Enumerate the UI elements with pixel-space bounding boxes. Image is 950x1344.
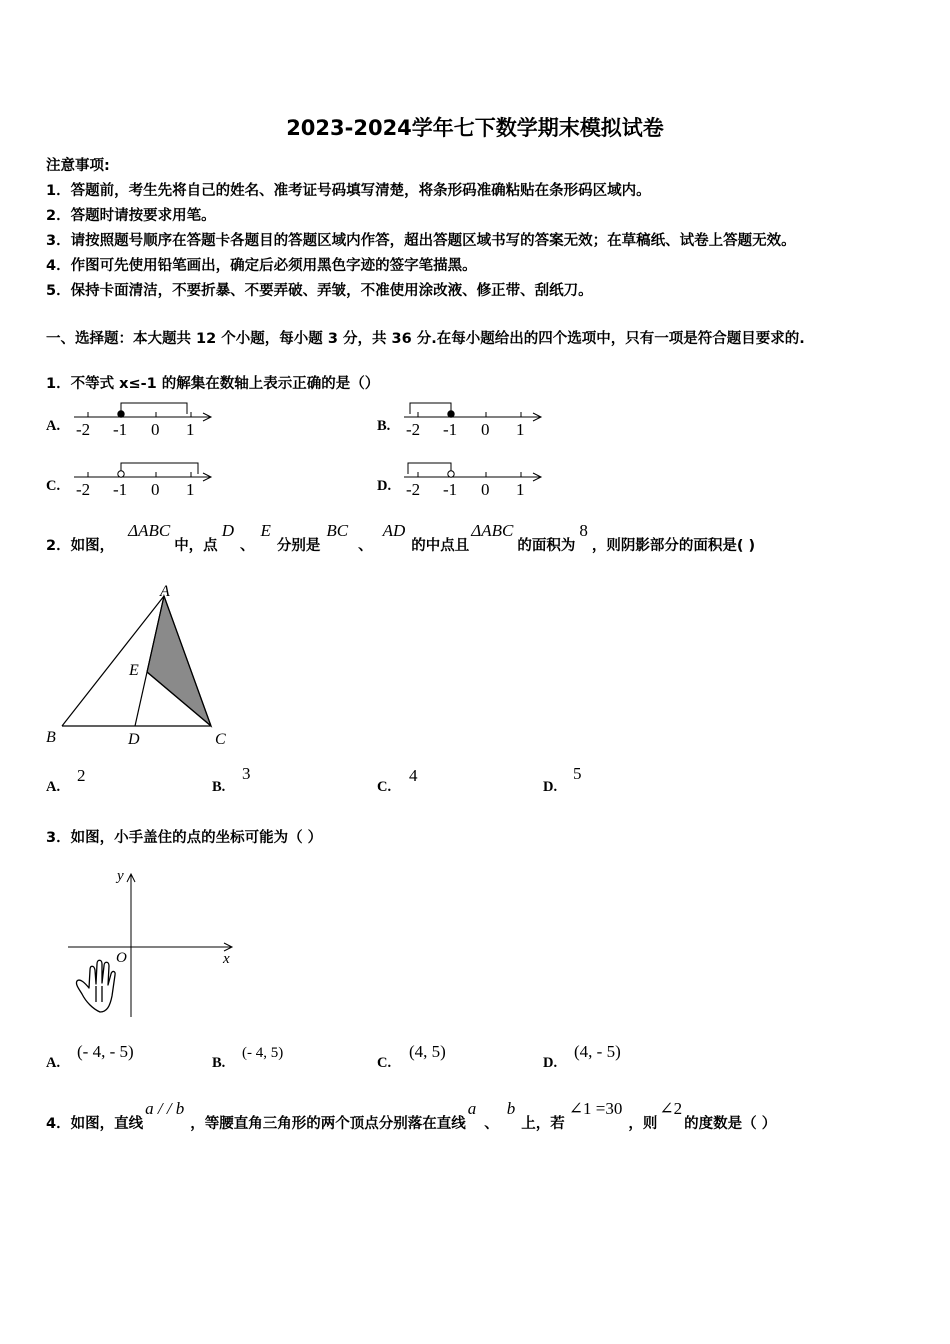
q2-text: 、	[239, 538, 255, 554]
q4-text: 上，若	[521, 1116, 565, 1132]
tick-label: 1	[516, 480, 525, 499]
tick-label: -1	[443, 480, 458, 499]
question-3-stem: 3．如图，小手盖住的点的坐标可能为（ ）	[46, 830, 323, 846]
q2-text: 的面积为	[517, 538, 576, 554]
tick-label: 1	[516, 420, 525, 439]
q3-option-a-label: A.	[46, 1055, 61, 1071]
q3-option-b-label: B.	[212, 1055, 226, 1071]
tick-label: -2	[406, 480, 421, 499]
q3-option-d-value: (4, - 5)	[574, 1042, 621, 1061]
q2-option-a-label: A.	[46, 779, 61, 795]
q4-math-a: a	[467, 1099, 477, 1118]
q2-option-b-value: 3	[242, 764, 251, 783]
shaded-region	[147, 596, 211, 726]
q4-text: 4．如图，直线	[46, 1116, 144, 1132]
q2-math-triangle2: ΔABC	[471, 521, 514, 540]
point-label-d: D	[128, 731, 140, 748]
y-axis-label: y	[117, 868, 124, 884]
q3-option-c-value: (4, 5)	[409, 1042, 446, 1061]
tick-label: -1	[113, 480, 128, 499]
q1-option-d-label: D.	[377, 478, 392, 494]
tick-label: -2	[406, 420, 421, 439]
q4-text: ，等腰直角三角形的两个顶点分别落在直线	[190, 1116, 466, 1132]
q4-text: 的度数是（ ）	[684, 1116, 777, 1132]
origin-label: O	[116, 950, 127, 966]
q2-text: 的中点且	[411, 538, 470, 554]
tick-label: 1	[186, 420, 195, 439]
number-line-option-c	[70, 458, 220, 503]
x-axis-label: x	[223, 951, 230, 967]
notice-item: 2．答题时请按要求用笔。	[46, 208, 216, 224]
number-line-option-a	[70, 398, 220, 443]
q2-text: ，则阴影部分的面积是( )	[591, 538, 756, 554]
q3-option-a-value: (- 4, - 5)	[77, 1042, 134, 1061]
q2-text: 分别是	[276, 538, 321, 554]
q2-option-a-value: 2	[77, 766, 86, 785]
q4-math-angle2: ∠2	[659, 1099, 683, 1118]
tick-label: 1	[186, 480, 195, 499]
q4-text: ，则	[628, 1116, 658, 1132]
q2-math-bc: BC	[326, 521, 349, 540]
notice-heading: 注意事项:	[46, 158, 110, 174]
q2-option-d-value: 5	[573, 764, 582, 783]
notice-item: 3．请按照题号顺序在答题卡各题目的答题区域内作答，超出答题区域书写的答案无效；在草稿纸、试卷上答题无效。	[46, 233, 796, 249]
vertex-label-b: B	[46, 729, 56, 746]
q3-option-b-value: (- 4, 5)	[242, 1045, 284, 1061]
q2-option-c-label: C.	[377, 779, 392, 795]
question-1-stem: 1．不等式 x≤-1 的解集在数轴上表示正确的是（）	[46, 376, 380, 392]
q4-math-parallel: a / / b	[145, 1099, 185, 1118]
q2-math-e: E	[260, 521, 271, 540]
q2-text: 2．如图，	[46, 538, 115, 554]
tick-label: -2	[76, 480, 91, 499]
tick-label: 0	[481, 480, 490, 499]
point-label-e: E	[129, 662, 139, 679]
q3-option-d-label: D.	[543, 1055, 558, 1071]
question-4-stem	[46, 1099, 777, 1133]
tick-label: 0	[151, 480, 160, 499]
tick-label: -1	[113, 420, 128, 439]
notice-item: 4．作图可先使用铅笔画出，确定后必须用黑色字迹的签字笔描黑。	[46, 258, 477, 274]
tick-label: -2	[76, 420, 91, 439]
q4-math-angle1: ∠1 =30	[568, 1099, 623, 1118]
q4-math-b: b	[506, 1099, 516, 1118]
q2-text: 、	[358, 538, 373, 554]
q3-option-c-label: C.	[377, 1055, 392, 1071]
q2-math-triangle: ΔABC	[128, 521, 171, 540]
question-2-stem	[46, 521, 756, 555]
q1-option-c-label: C.	[46, 478, 61, 494]
q1-option-a-label: A.	[46, 418, 61, 434]
tick-label: 0	[481, 420, 490, 439]
vertex-label-a: A	[160, 583, 170, 600]
q2-math-d: D	[221, 521, 234, 540]
q4-text: 、	[484, 1116, 499, 1132]
q2-math-ad: AD	[382, 521, 406, 540]
q1-option-b-label: B.	[377, 418, 391, 434]
number-line-option-b	[400, 398, 550, 443]
number-line-option-d	[400, 458, 550, 503]
tick-label: 0	[151, 420, 160, 439]
page-title: 2023-2024学年七下数学期末模拟试卷	[286, 116, 664, 140]
coordinate-figure	[60, 862, 245, 1022]
q2-text: 中，点	[174, 538, 218, 554]
section-heading: 一、选择题：本大题共 12 个小题，每小题 3 分，共 36 分.在每小题给出的四个选项中，只有一项是符合题目要求的.	[46, 331, 805, 347]
q2-option-c-value: 4	[409, 766, 418, 785]
notice-item: 1．答题前，考生先将自己的姓名、准考证号码填写清楚，将条形码准确粘贴在条形码区域内。	[46, 183, 651, 199]
q2-option-d-label: D.	[543, 779, 558, 795]
triangle-figure	[40, 582, 240, 752]
q2-option-b-label: B.	[212, 779, 226, 795]
q2-math-area: 8	[579, 521, 588, 540]
hand-icon	[76, 960, 115, 1012]
vertex-label-c: C	[215, 731, 226, 748]
notice-item: 5．保持卡面清洁，不要折暴、不要弄破、弄皱，不准使用涂改液、修正带、刮纸刀。	[46, 283, 593, 299]
tick-label: -1	[443, 420, 458, 439]
